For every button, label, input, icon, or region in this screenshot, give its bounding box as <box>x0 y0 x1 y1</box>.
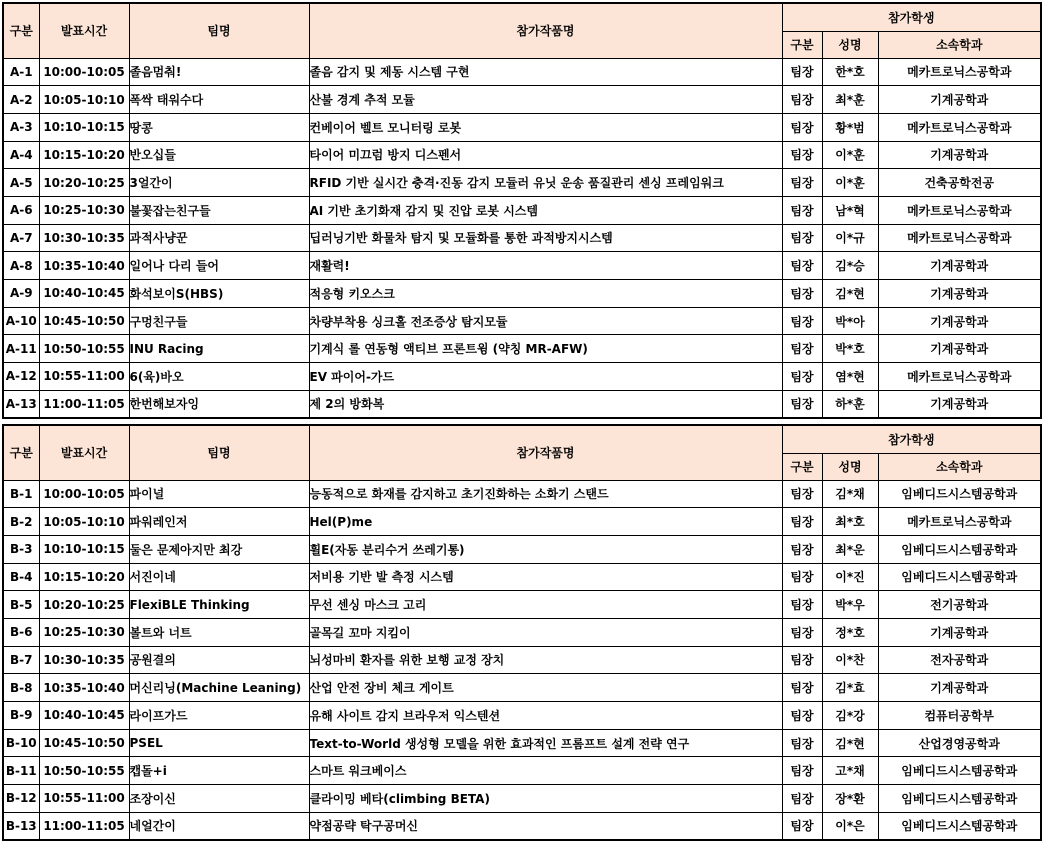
cell-code: A-9 <box>3 280 39 308</box>
cell-name: 박*우 <box>822 591 878 619</box>
cell-department: 기계공학과 <box>878 674 1041 702</box>
cell-team: 화석보이S(HBS) <box>129 280 309 308</box>
table-row <box>3 591 1041 619</box>
header-project: 참가작품명 <box>309 425 782 480</box>
header-name: 성명 <box>822 453 878 480</box>
cell-team: 구멍친구들 <box>129 307 309 335</box>
cell-department: 기계공학과 <box>878 307 1041 335</box>
cell-department: 임베디드시스템공학과 <box>878 757 1041 785</box>
cell-project: Text-to-World 생성형 모델을 위한 효과적인 프롬프트 설계 전략 연구 <box>309 729 782 757</box>
cell-role: 팀장 <box>782 646 822 674</box>
cell-name: 남*혁 <box>822 196 878 224</box>
cell-role: 팀장 <box>782 58 822 86</box>
table-row <box>3 480 1041 508</box>
cell-name: 한*호 <box>822 58 878 86</box>
cell-project: 클라이밍 베타(climbing BETA) <box>309 785 782 813</box>
cell-time: 10:05-10:10 <box>39 508 129 536</box>
cell-role: 팀장 <box>782 591 822 619</box>
table-row <box>3 335 1041 363</box>
table-row <box>3 812 1041 840</box>
table-row <box>3 58 1041 86</box>
cell-code: B-13 <box>3 812 39 840</box>
cell-name: 이*규 <box>822 224 878 252</box>
table-row <box>3 169 1041 197</box>
header-name: 성명 <box>822 31 878 58</box>
cell-name: 황*범 <box>822 113 878 141</box>
cell-code: B-12 <box>3 785 39 813</box>
cell-project: 딥러닝기반 화물차 탐지 및 모듈화를 통한 과적방지시스템 <box>309 224 782 252</box>
table-row <box>3 224 1041 252</box>
cell-name: 정*호 <box>822 618 878 646</box>
table-a-body <box>3 58 1041 418</box>
cell-time: 10:25-10:30 <box>39 196 129 224</box>
cell-department: 기계공학과 <box>878 141 1041 169</box>
table-row <box>3 508 1041 536</box>
cell-name: 이*진 <box>822 563 878 591</box>
cell-team: 공원결의 <box>129 646 309 674</box>
table-row <box>3 785 1041 813</box>
cell-time: 10:10-10:15 <box>39 535 129 563</box>
cell-time: 10:30-10:35 <box>39 646 129 674</box>
cell-team: PSEL <box>129 729 309 757</box>
cell-project: 뇌성마비 환자를 위한 보행 교정 장치 <box>309 646 782 674</box>
cell-code: B-11 <box>3 757 39 785</box>
cell-code: B-8 <box>3 674 39 702</box>
cell-time: 10:40-10:45 <box>39 702 129 730</box>
cell-time: 10:30-10:35 <box>39 224 129 252</box>
cell-code: B-1 <box>3 480 39 508</box>
cell-department: 메카트로닉스공학과 <box>878 508 1041 536</box>
cell-role: 팀장 <box>782 169 822 197</box>
cell-role: 팀장 <box>782 618 822 646</box>
cell-code: A-10 <box>3 307 39 335</box>
cell-team: 과적사냥꾼 <box>129 224 309 252</box>
cell-team: 파워레인저 <box>129 508 309 536</box>
table-row <box>3 674 1041 702</box>
cell-time: 10:50-10:55 <box>39 335 129 363</box>
cell-time: 10:00-10:05 <box>39 480 129 508</box>
header-students: 참가학생 <box>782 3 1041 31</box>
cell-name: 김*강 <box>822 702 878 730</box>
cell-code: B-2 <box>3 508 39 536</box>
cell-name: 김*승 <box>822 252 878 280</box>
cell-code: A-5 <box>3 169 39 197</box>
cell-name: 김*현 <box>822 280 878 308</box>
cell-time: 10:35-10:40 <box>39 674 129 702</box>
cell-time: 10:35-10:40 <box>39 252 129 280</box>
cell-role: 팀장 <box>782 729 822 757</box>
cell-code: B-4 <box>3 563 39 591</box>
cell-department: 기계공학과 <box>878 335 1041 363</box>
cell-department: 전자공학과 <box>878 646 1041 674</box>
cell-name: 하*훈 <box>822 390 878 418</box>
cell-project: RFID 기반 실시간 충격·진동 감지 모듈러 유닛 운송 품질관리 센싱 프레임워크 <box>309 169 782 197</box>
cell-name: 고*채 <box>822 757 878 785</box>
header-role: 구분 <box>782 31 822 58</box>
cell-role: 팀장 <box>782 508 822 536</box>
cell-project: 능동적으로 화재를 감지하고 초기진화하는 소화기 스탠드 <box>309 480 782 508</box>
cell-role: 팀장 <box>782 113 822 141</box>
cell-time: 10:25-10:30 <box>39 618 129 646</box>
cell-code: B-6 <box>3 618 39 646</box>
cell-code: B-5 <box>3 591 39 619</box>
cell-name: 박*호 <box>822 335 878 363</box>
cell-time: 11:00-11:05 <box>39 390 129 418</box>
cell-project: 휠E(자동 분리수거 쓰레기통) <box>309 535 782 563</box>
cell-team: FlexiBLE Thinking <box>129 591 309 619</box>
cell-department: 임베디드시스템공학과 <box>878 480 1041 508</box>
cell-project: 스마트 워크베이스 <box>309 757 782 785</box>
cell-time: 10:00-10:05 <box>39 58 129 86</box>
cell-project: AI 기반 초기화재 감지 및 진압 로봇 시스템 <box>309 196 782 224</box>
cell-time: 10:40-10:45 <box>39 280 129 308</box>
header-team: 팀명 <box>129 425 309 480</box>
cell-role: 팀장 <box>782 141 822 169</box>
table-row <box>3 757 1041 785</box>
cell-name: 염*현 <box>822 363 878 391</box>
cell-time: 10:20-10:25 <box>39 591 129 619</box>
cell-team: 땅콩 <box>129 113 309 141</box>
header-time: 발표시간 <box>39 425 129 480</box>
cell-department: 기계공학과 <box>878 280 1041 308</box>
cell-name: 이*은 <box>822 812 878 840</box>
header-category: 구분 <box>3 425 39 480</box>
cell-team: 둘은 문제아지만 최강 <box>129 535 309 563</box>
cell-code: A-12 <box>3 363 39 391</box>
cell-time: 10:50-10:55 <box>39 757 129 785</box>
cell-time: 10:15-10:20 <box>39 563 129 591</box>
cell-department: 메카트로닉스공학과 <box>878 224 1041 252</box>
cell-role: 팀장 <box>782 563 822 591</box>
cell-time: 10:45-10:50 <box>39 307 129 335</box>
header-department: 소속학과 <box>878 453 1041 480</box>
table-row <box>3 390 1041 418</box>
cell-department: 메카트로닉스공학과 <box>878 196 1041 224</box>
table-row <box>3 86 1041 114</box>
cell-name: 이*훈 <box>822 141 878 169</box>
cell-time: 10:20-10:25 <box>39 169 129 197</box>
cell-project: 골목길 꼬마 지킴이 <box>309 618 782 646</box>
cell-code: A-4 <box>3 141 39 169</box>
cell-team: 볼트와 너트 <box>129 618 309 646</box>
table-row <box>3 196 1041 224</box>
cell-role: 팀장 <box>782 196 822 224</box>
cell-department: 임베디드시스템공학과 <box>878 535 1041 563</box>
cell-code: A-13 <box>3 390 39 418</box>
cell-department: 메카트로닉스공학과 <box>878 363 1041 391</box>
cell-role: 팀장 <box>782 390 822 418</box>
cell-name: 김*채 <box>822 480 878 508</box>
cell-department: 기계공학과 <box>878 86 1041 114</box>
cell-time: 10:15-10:20 <box>39 141 129 169</box>
cell-department: 메카트로닉스공학과 <box>878 58 1041 86</box>
cell-code: A-11 <box>3 335 39 363</box>
table-row <box>3 646 1041 674</box>
cell-name: 이*훈 <box>822 169 878 197</box>
table-row <box>3 113 1041 141</box>
table-row <box>3 141 1041 169</box>
cell-department: 기계공학과 <box>878 390 1041 418</box>
table-row <box>3 702 1041 730</box>
cell-project: 졸음 감지 및 제동 시스템 구현 <box>309 58 782 86</box>
cell-code: A-7 <box>3 224 39 252</box>
header-role: 구분 <box>782 453 822 480</box>
cell-project: 저비용 기반 발 측정 시스템 <box>309 563 782 591</box>
cell-department: 전기공학과 <box>878 591 1041 619</box>
cell-department: 기계공학과 <box>878 252 1041 280</box>
table-row <box>3 618 1041 646</box>
cell-team: 폭싹 태워수다 <box>129 86 309 114</box>
cell-role: 팀장 <box>782 252 822 280</box>
cell-project: EV 파이어-가드 <box>309 363 782 391</box>
cell-time: 10:55-11:00 <box>39 785 129 813</box>
cell-name: 최*호 <box>822 508 878 536</box>
table-row <box>3 280 1041 308</box>
cell-role: 팀장 <box>782 335 822 363</box>
cell-project: 기계식 롤 연동형 액티브 프론트윙 (약칭 MR-AFW) <box>309 335 782 363</box>
schedule-table-b <box>2 424 1042 841</box>
cell-role: 팀장 <box>782 307 822 335</box>
cell-role: 팀장 <box>782 280 822 308</box>
cell-time: 10:10-10:15 <box>39 113 129 141</box>
cell-department: 임베디드시스템공학과 <box>878 563 1041 591</box>
cell-code: B-7 <box>3 646 39 674</box>
cell-name: 장*환 <box>822 785 878 813</box>
table-row <box>3 252 1041 280</box>
cell-team: 한번해보자잉 <box>129 390 309 418</box>
cell-role: 팀장 <box>782 785 822 813</box>
header-time: 발표시간 <box>39 3 129 58</box>
cell-name: 최*운 <box>822 535 878 563</box>
cell-project: 약점공략 탁구공머신 <box>309 812 782 840</box>
cell-time: 10:05-10:10 <box>39 86 129 114</box>
cell-team: 파이널 <box>129 480 309 508</box>
cell-code: B-9 <box>3 702 39 730</box>
cell-team: 라이프가드 <box>129 702 309 730</box>
cell-role: 팀장 <box>782 757 822 785</box>
cell-time: 11:00-11:05 <box>39 812 129 840</box>
cell-team: 캡돌+i <box>129 757 309 785</box>
header-project: 참가작품명 <box>309 3 782 58</box>
cell-team: 일어나 다리 들어 <box>129 252 309 280</box>
cell-role: 팀장 <box>782 480 822 508</box>
table-row <box>3 563 1041 591</box>
cell-project: 무선 센싱 마스크 고리 <box>309 591 782 619</box>
cell-team: 조장이신 <box>129 785 309 813</box>
schedule-table-a <box>2 2 1042 419</box>
cell-team: 졸음멈춰! <box>129 58 309 86</box>
cell-project: 컨베이어 벨트 모니터링 로봇 <box>309 113 782 141</box>
cell-name: 최*훈 <box>822 86 878 114</box>
cell-team: 네얼간이 <box>129 812 309 840</box>
header-category: 구분 <box>3 3 39 58</box>
cell-team: 6(육)바오 <box>129 363 309 391</box>
cell-team: 머신리닝(Machine Leaning) <box>129 674 309 702</box>
cell-department: 메카트로닉스공학과 <box>878 113 1041 141</box>
cell-team: 3얼간이 <box>129 169 309 197</box>
cell-code: A-6 <box>3 196 39 224</box>
cell-department: 임베디드시스템공학과 <box>878 785 1041 813</box>
cell-project: 재활력! <box>309 252 782 280</box>
header-students: 참가학생 <box>782 425 1041 453</box>
cell-code: A-2 <box>3 86 39 114</box>
table-b-body <box>3 480 1041 840</box>
table-row <box>3 307 1041 335</box>
cell-role: 팀장 <box>782 812 822 840</box>
cell-code: B-10 <box>3 729 39 757</box>
cell-project: 차량부착용 싱크홀 전조증상 탐지모듈 <box>309 307 782 335</box>
cell-project: 산업 안전 장비 체크 게이트 <box>309 674 782 702</box>
cell-name: 김*효 <box>822 674 878 702</box>
header-team: 팀명 <box>129 3 309 58</box>
header-department: 소속학과 <box>878 31 1041 58</box>
cell-time: 10:55-11:00 <box>39 363 129 391</box>
cell-department: 임베디드시스템공학과 <box>878 812 1041 840</box>
cell-role: 팀장 <box>782 86 822 114</box>
cell-name: 김*현 <box>822 729 878 757</box>
cell-department: 건축공학전공 <box>878 169 1041 197</box>
cell-role: 팀장 <box>782 224 822 252</box>
cell-department: 기계공학과 <box>878 618 1041 646</box>
cell-department: 산업경영공학과 <box>878 729 1041 757</box>
cell-team: 반오십들 <box>129 141 309 169</box>
table-row <box>3 535 1041 563</box>
cell-project: Hel(P)me <box>309 508 782 536</box>
cell-time: 10:45-10:50 <box>39 729 129 757</box>
cell-role: 팀장 <box>782 535 822 563</box>
cell-project: 적응형 키오스크 <box>309 280 782 308</box>
cell-team: INU Racing <box>129 335 309 363</box>
cell-name: 박*아 <box>822 307 878 335</box>
cell-role: 팀장 <box>782 363 822 391</box>
table-row <box>3 729 1041 757</box>
cell-code: A-8 <box>3 252 39 280</box>
cell-code: A-3 <box>3 113 39 141</box>
cell-project: 산불 경계 추적 모듈 <box>309 86 782 114</box>
cell-code: A-1 <box>3 58 39 86</box>
cell-project: 유해 사이트 감지 브라우저 익스텐션 <box>309 702 782 730</box>
cell-team: 서진이네 <box>129 563 309 591</box>
cell-project: 제 2의 방화복 <box>309 390 782 418</box>
cell-role: 팀장 <box>782 702 822 730</box>
cell-role: 팀장 <box>782 674 822 702</box>
table-row <box>3 363 1041 391</box>
cell-project: 타이어 미끄럼 방지 디스펜서 <box>309 141 782 169</box>
cell-team: 불꽃잡는친구들 <box>129 196 309 224</box>
cell-department: 컴퓨터공학부 <box>878 702 1041 730</box>
cell-name: 이*찬 <box>822 646 878 674</box>
cell-code: B-3 <box>3 535 39 563</box>
